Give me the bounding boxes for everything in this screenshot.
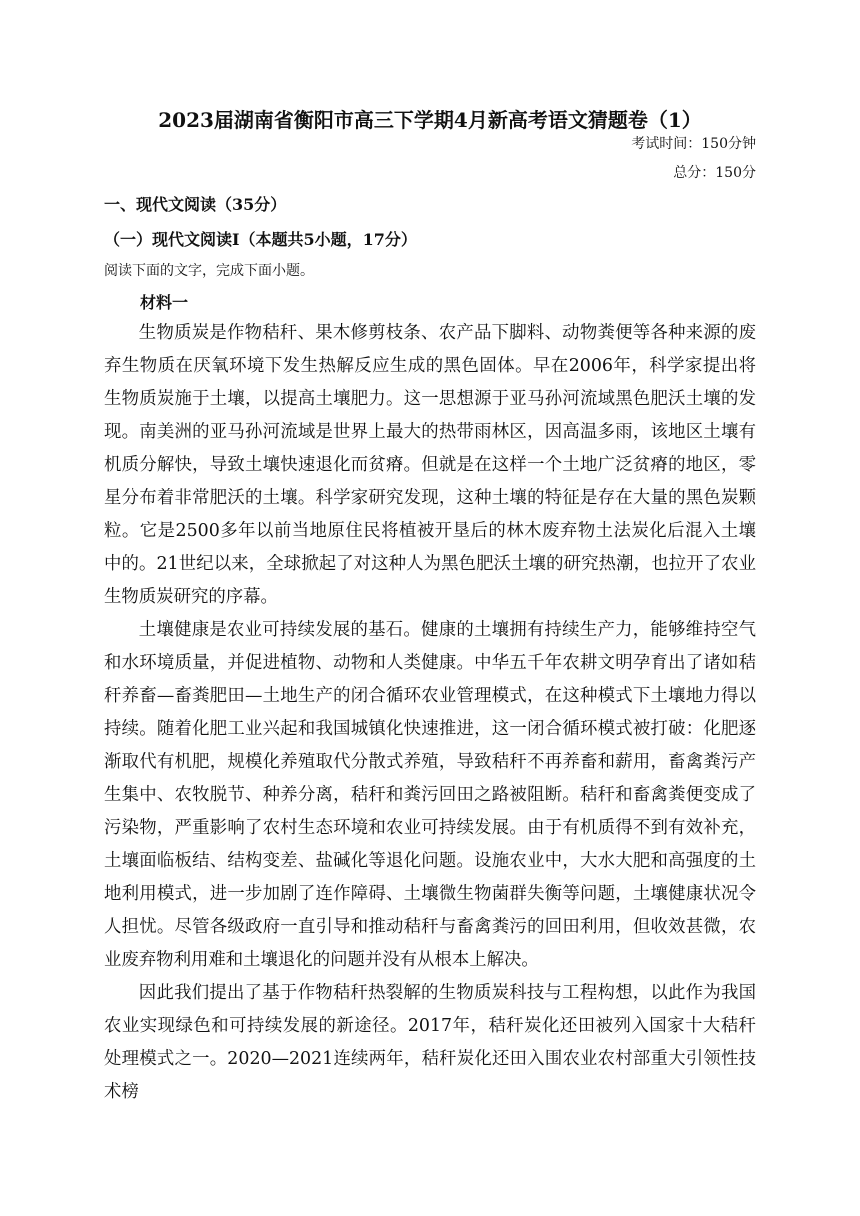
paragraph: 土壤健康是农业可持续发展的基石。健康的土壤拥有持续生产力，能够维持空气和水环境质量，并促进植物、动物和人类健康。中华五千年农耕文明孕育出了诸如秸秆养畜—畜粪肥田—土地生产的闭合循环农业管理模式，在这种模式下土壤地力得以持续。随着化肥工业兴起和我国城镇化快速推进，这一闭合循环模式被打破：化肥逐渐取代有机肥，规模化养殖取代分散式养殖，导致秸秆不再养畜和薪用，畜禽粪污产生集中、农牧脱节、种养分离，秸秆和粪污回田之路被阻断。秸秆和畜禽粪便变成了污染物，严重影响了农村生态环境和农业可持续发展。由于有机质得不到有效补充，土壤面临板结、结构变差、盐碱化等退化问题。设施农业中，大水大肥和高强度的土地利用模式，进一步加剧了连作障碍、土壤微生物菌群失衡等问题，土壤健康状况令人担忧。尽管各级政府一直引导和推动秸秆与畜禽粪污的回田利用，但收效甚微，农业废弃物利用难和土壤退化的问题并没有从根本上解决。 (104, 620, 756, 970)
paragraph: 因此我们提出了基于作物秸秆热裂解的生物质炭科技与工程构想，以此作为我国农业实现绿色和可持续发展的新途径。2017年，秸秆炭化还田被列入国家十大秸秆处理模式之一。2020—2021连续两年，秸秆炭化还田入围农业农村部重大引领性技术榜 (104, 983, 756, 1102)
subsection-heading: （一）现代文阅读I（本题共5小题，17分） (104, 230, 417, 249)
section-heading: 一、现代文阅读（35分） (104, 195, 287, 214)
exam-title: 2023届湖南省衡阳市高三下学期4月新高考语文猜题卷（1） (158, 108, 702, 132)
material-label: 材料一 (140, 293, 189, 312)
instruction-text: 阅读下面的文字，完成下面小题。 (104, 263, 314, 279)
exam-time: 考试时间：150分钟 (631, 136, 756, 152)
total-score: 总分：150分 (673, 165, 756, 181)
article-body (104, 317, 756, 1109)
paragraph: 生物质炭是作物秸秆、果木修剪枝条、农产品下脚料、动物粪便等各种来源的废弃生物质在厌氧环境下发生热解反应生成的黑色固体。早在2006年，科学家提出将生物质炭施于土壤，以提高土壤肥力。这一思想源于亚马孙河流域黑色肥沃土壤的发现。南美洲的亚马孙河流域是世界上最大的热带雨林区，因高温多雨，该地区土壤有机质分解快，导致土壤快速退化而贫瘠。但就是在这样一个土地广泛贫瘠的地区，零星分布着非常肥沃的土壤。科学家研究发现，这种土壤的特征是存在大量的黑色炭颗粒。它是2500多年以前当地原住民将植被开垦后的林木废弃物土法炭化后混入土壤中的。21世纪以来，全球掀起了对这种人为黑色肥沃土壤的研究热潮，也拉开了农业生物质炭研究的序幕。 (104, 323, 756, 607)
